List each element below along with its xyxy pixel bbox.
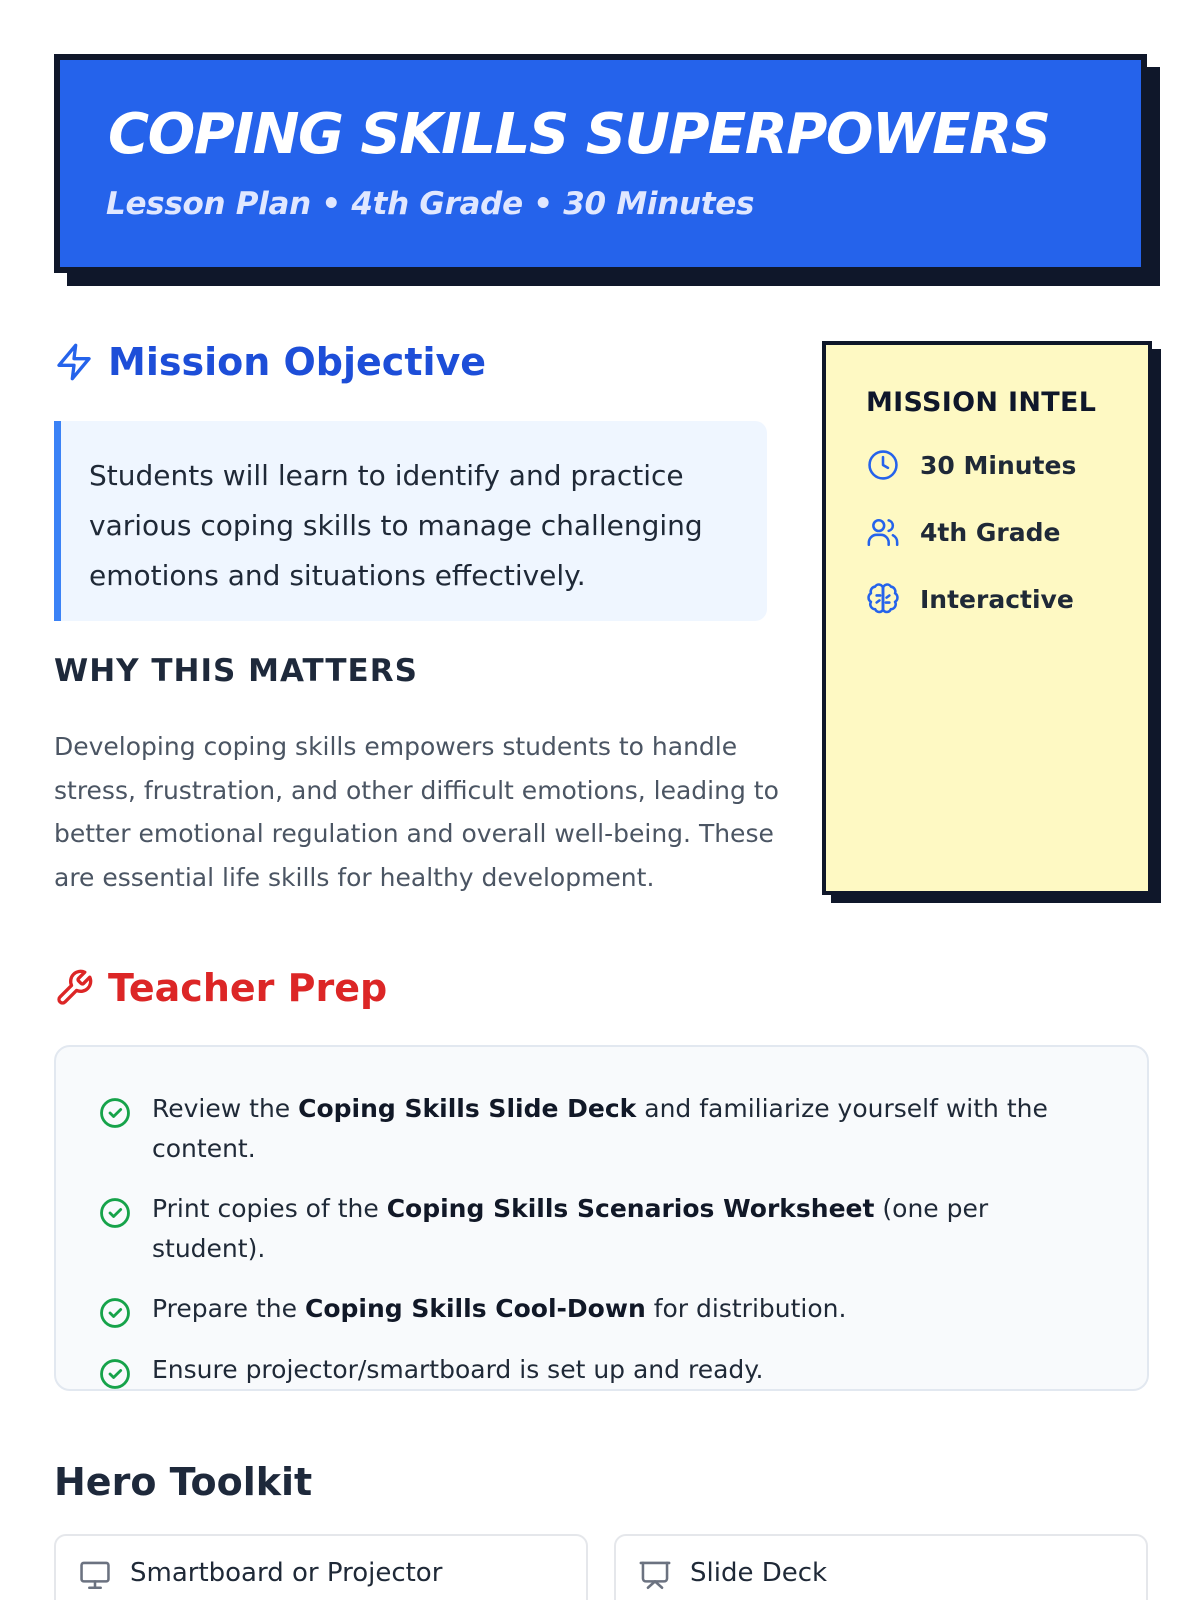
intel-item-label: Interactive [920, 584, 1074, 614]
prep-item-resource: Coping Skills Slide Deck [298, 1094, 637, 1123]
list-item [98, 1089, 1107, 1169]
check-circle-icon [98, 1196, 132, 1230]
why-this-matters-heading: WHY THIS MATTERS [54, 653, 418, 689]
list-item [98, 1350, 1107, 1391]
mission-intel-title: MISSION INTEL [866, 387, 1097, 418]
list-item [98, 1289, 1107, 1330]
monitor-icon [78, 1558, 112, 1592]
users-icon [866, 515, 900, 549]
page-subtitle: Lesson Plan • 4th Grade • 30 Minutes [106, 186, 755, 222]
check-circle-icon [98, 1296, 132, 1330]
intel-item-label: 4th Grade [920, 517, 1061, 547]
presentation-icon [638, 1558, 672, 1592]
prep-item-resource: Coping Skills Cool-Down [304, 1294, 646, 1323]
prep-list [98, 1089, 1107, 1391]
intel-item-grade [866, 515, 1148, 549]
toolkit-item-slide-deck [614, 1534, 1148, 1600]
check-circle-icon [98, 1096, 132, 1130]
objective-text: Students will learn to identify and practice various coping skills to manage challenging emotions and situations effectively. [89, 459, 703, 592]
header-banner [54, 54, 1147, 273]
intel-item-duration [866, 448, 1148, 482]
brain-icon [866, 582, 900, 616]
lightning-icon [54, 342, 94, 382]
list-item [98, 1189, 1107, 1269]
teacher-prep-heading [54, 966, 387, 1010]
prep-item-text: Ensure projector/smartboard is set up and ready. [152, 1355, 764, 1384]
prep-item-text: Prepare the Coping Skills Cool-Down for distribution. [152, 1294, 847, 1323]
intel-item-format [866, 582, 1148, 616]
mission-objective-title: Mission Objective [108, 340, 487, 384]
teacher-prep-checklist [54, 1045, 1149, 1391]
prep-item-text: Print copies of the Coping Skills Scenarios Worksheet (one per student). [152, 1194, 989, 1263]
toolkit-item-label: Slide Deck [690, 1558, 828, 1588]
check-circle-icon [98, 1357, 132, 1391]
mission-objective-heading [54, 340, 486, 384]
toolkit-item-smartboard [54, 1534, 588, 1600]
teacher-prep-title: Teacher Prep [108, 966, 388, 1010]
why-this-matters-text: Developing coping skills empowers students to handle stress, frustration, and other difficult emotions, leading to better emotional regulation and overall well-being. These are essential life skills for healthy development. [54, 732, 779, 892]
objective-callout [54, 421, 767, 621]
prep-item-resource: Coping Skills Scenarios Worksheet [386, 1194, 875, 1223]
intel-item-label: 30 Minutes [920, 450, 1077, 480]
clock-icon [866, 448, 900, 482]
page-title: COPING SKILLS SUPERPOWERS [108, 102, 1050, 167]
wrench-icon [54, 968, 94, 1008]
prep-item-text: Review the Coping Skills Slide Deck and familiarize yourself with the content. [152, 1094, 1048, 1163]
toolkit-item-label: Smartboard or Projector [130, 1558, 443, 1588]
hero-toolkit-heading: Hero Toolkit [54, 1460, 313, 1504]
mission-intel-card [822, 341, 1152, 895]
